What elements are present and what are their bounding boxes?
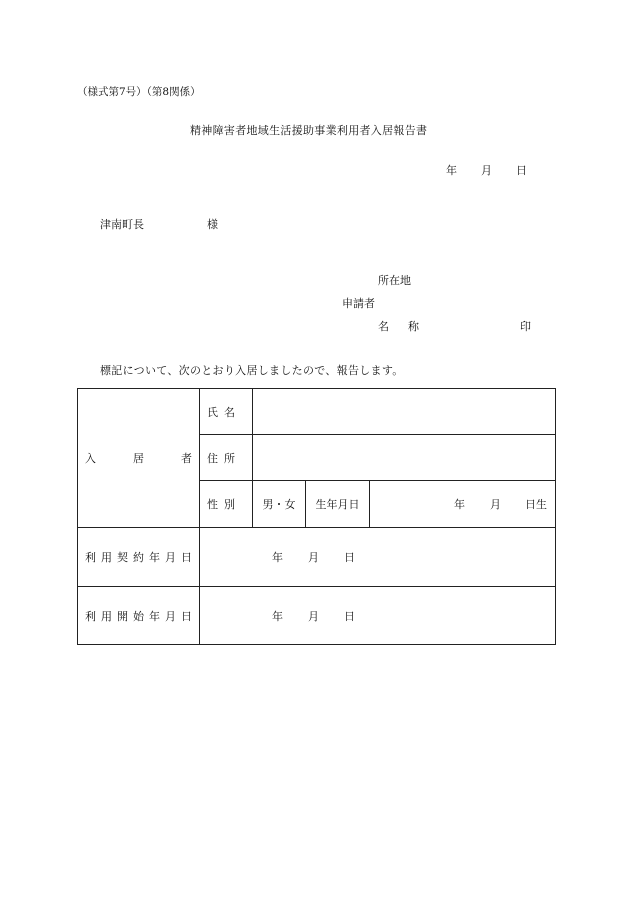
name-label-char: 名 xyxy=(224,405,235,419)
start-label-char: 開 xyxy=(117,609,128,623)
resident-header-cell xyxy=(78,389,200,528)
contract-year: 年 xyxy=(272,551,283,564)
contract-label-char: 契 xyxy=(117,551,128,564)
dob-day-suffix: 日生 xyxy=(525,498,547,511)
sex-label-char: 別 xyxy=(224,498,235,511)
contract-label-char: 用 xyxy=(101,551,112,564)
dob-year: 年 xyxy=(454,498,465,511)
contract-label-char: 日 xyxy=(181,551,192,564)
sex-label-cell xyxy=(200,481,253,528)
name-field[interactable] xyxy=(253,389,556,435)
start-date-field[interactable] xyxy=(200,587,556,645)
address-label-cell xyxy=(200,435,253,481)
applicant-label: 申請者 xyxy=(342,297,375,310)
start-label-char: 月 xyxy=(165,609,176,623)
contract-label-char: 月 xyxy=(165,551,176,564)
address-field[interactable] xyxy=(253,435,556,481)
location-label: 所在地 xyxy=(378,274,411,287)
dob-month: 月 xyxy=(490,498,501,511)
start-date-label-cell xyxy=(78,587,200,645)
name-label-char: 氏 xyxy=(207,405,218,419)
start-day: 日 xyxy=(344,609,355,623)
contract-label-char: 利 xyxy=(85,551,96,564)
addressee-name: 津南町長 xyxy=(100,218,144,231)
header-date-day: 日 xyxy=(516,164,527,177)
sex-label-char: 性 xyxy=(207,498,218,511)
dob-label: 生年月日 xyxy=(315,498,360,511)
start-month: 月 xyxy=(308,609,319,623)
start-label-char: 始 xyxy=(133,609,144,623)
contract-date-label-cell xyxy=(78,528,200,587)
start-label-char: 用 xyxy=(101,609,112,623)
document-title: 精神障害者地域生活援助事業利用者入居報告書 xyxy=(190,124,428,137)
report-table xyxy=(77,388,556,645)
contract-month: 月 xyxy=(308,551,319,564)
contract-label-char: 年 xyxy=(149,551,160,564)
start-label-char: 日 xyxy=(181,609,192,623)
sex-field[interactable] xyxy=(253,481,306,528)
seal-mark: 印 xyxy=(520,320,531,333)
resident-label-char: 者 xyxy=(181,452,192,465)
dob-label-cell xyxy=(306,481,370,528)
org-name-label: 名 称 xyxy=(378,320,423,333)
start-label-char: 年 xyxy=(149,609,160,623)
form-number: （様式第7号）（第8関係） xyxy=(77,86,201,98)
sex-options: 男・女 xyxy=(262,498,296,511)
header-date-month: 月 xyxy=(481,164,492,177)
address-label-char: 住 xyxy=(207,451,218,465)
resident-label-char: 入 xyxy=(85,452,96,465)
contract-day: 日 xyxy=(344,551,355,564)
name-label-cell xyxy=(200,389,253,435)
header-date-year: 年 xyxy=(446,164,457,177)
start-year: 年 xyxy=(272,609,283,623)
dob-field[interactable] xyxy=(370,481,556,528)
contract-date-field[interactable] xyxy=(200,528,556,587)
contract-label-char: 約 xyxy=(133,551,144,564)
address-label-char: 所 xyxy=(224,451,235,465)
start-label-char: 利 xyxy=(85,609,96,623)
resident-label-char: 居 xyxy=(133,452,144,465)
intro-text: 標記について、次のとおり入居しましたので、報告します。 xyxy=(100,364,404,377)
addressee-honorific: 様 xyxy=(207,218,218,231)
